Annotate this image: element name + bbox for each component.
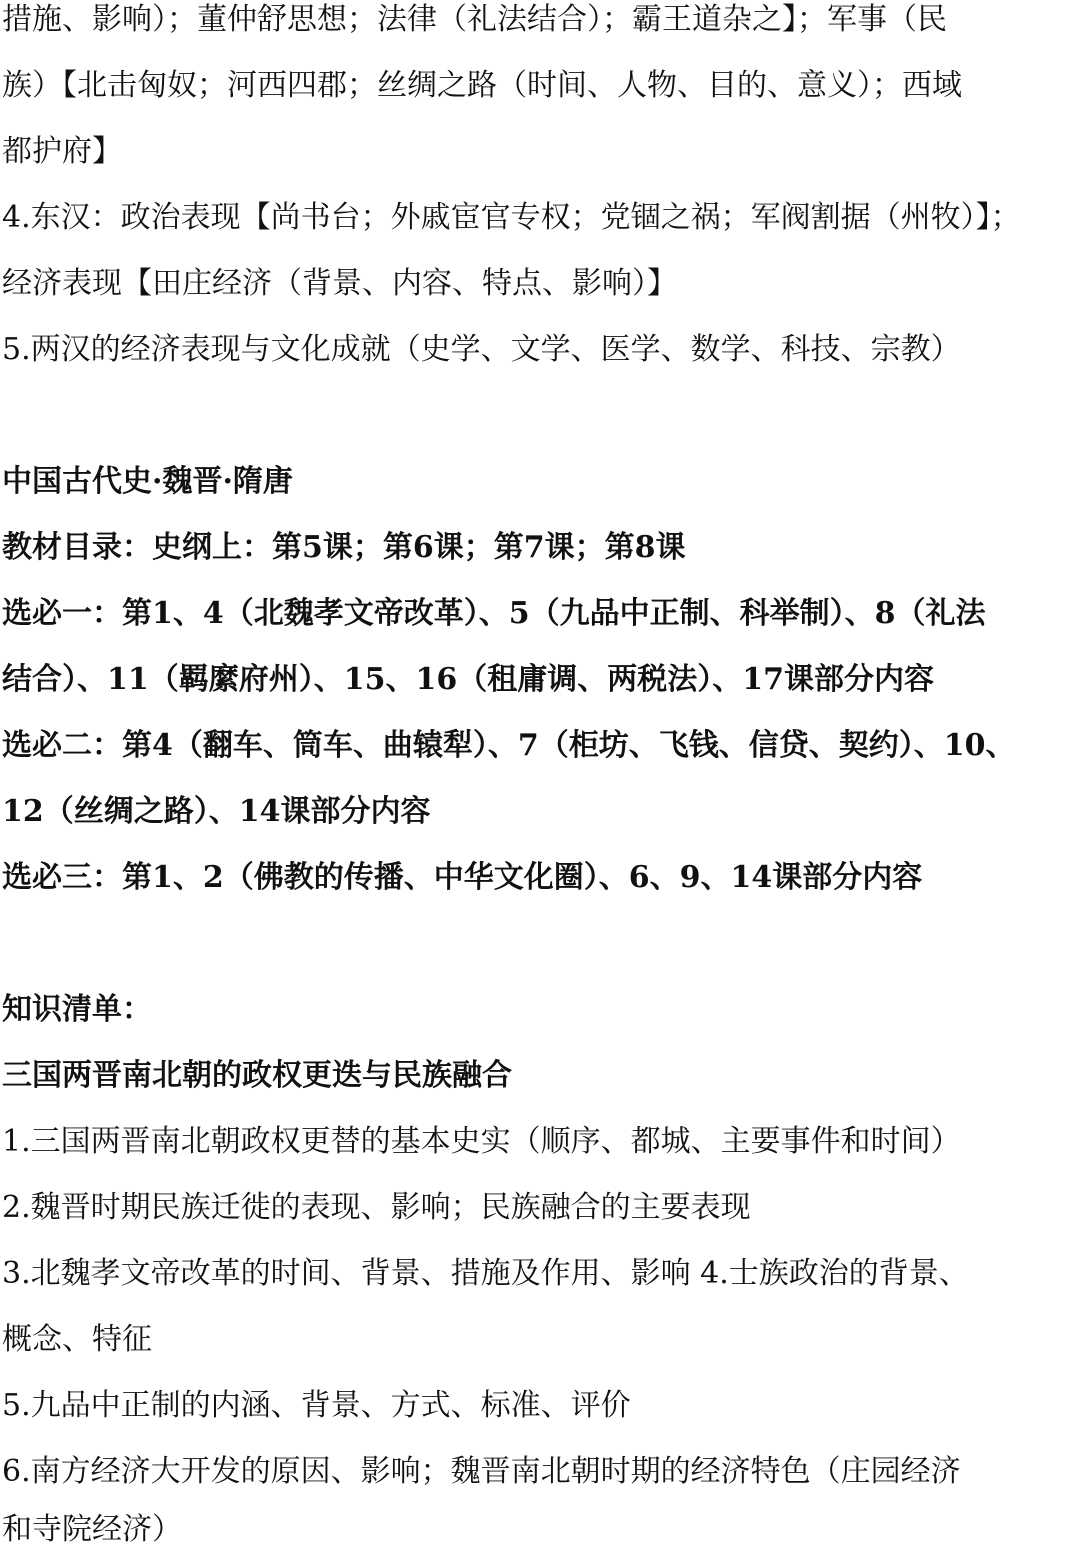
text-line: 5.两汉的经济表现与文化成就（史学、文学、医学、数学、科技、宗教） [2, 332, 961, 367]
text-line: 选必二：第4（翻车、筒车、曲辕犁）、7（柜坊、飞钱、信贷、契约）、10、 [2, 728, 1016, 763]
text-line: 教材目录：史纲上：第5课；第6课；第7课；第8课 [2, 530, 686, 565]
text-line: 选必一：第1、4（北魏孝文帝改革）、5（九品中正制、科举制）、8（礼法 [2, 596, 986, 631]
section-heading: 知识清单： [2, 992, 152, 1027]
text-line: 都护府】 [2, 134, 122, 169]
text-line: 5.九品中正制的内涵、背景、方式、标准、评价 [2, 1388, 631, 1423]
text-line: 族）【北击匈奴；河西四郡；丝绸之路（时间、人物、目的、意义）；西域 [2, 68, 962, 103]
text-line: 措施、影响）；董仲舒思想；法律（礼法结合）；霸王道杂之】；军事（民 [2, 2, 947, 37]
text-line: 和寺院经济） [2, 1512, 182, 1547]
text-line: 2.魏晋时期民族迁徙的表现、影响；民族融合的主要表现 [2, 1190, 751, 1225]
text-line: 结合）、11（羁縻府州）、15、16（租庸调、两税法）、17课部分内容 [2, 662, 934, 697]
subsection-heading: 三国两晋南北朝的政权更迭与民族融合 [2, 1058, 512, 1093]
section-heading: 中国古代史·魏晋·隋唐 [2, 464, 293, 499]
text-line: 经济表现【田庄经济（背景、内容、特点、影响）】 [2, 266, 677, 301]
text-line: 概念、特征 [2, 1322, 152, 1357]
text-line: 1.三国两晋南北朝政权更替的基本史实（顺序、都城、主要事件和时间） [2, 1124, 961, 1159]
text-line: 3.北魏孝文帝改革的时间、背景、措施及作用、影响 4.士族政治的背景、 [2, 1256, 969, 1291]
text-line: 6.南方经济大开发的原因、影响；魏晋南北朝时期的经济特色（庄园经济 [2, 1454, 961, 1489]
text-line: 选必三：第1、2（佛教的传播、中华文化圈）、6、9、14课部分内容 [2, 860, 923, 895]
text-line: 4.东汉：政治表现【尚书台；外戚宦官专权；党锢之祸；军阀割据（州牧）】； [2, 200, 1021, 235]
text-line: 12（丝绸之路）、14课部分内容 [2, 794, 431, 829]
